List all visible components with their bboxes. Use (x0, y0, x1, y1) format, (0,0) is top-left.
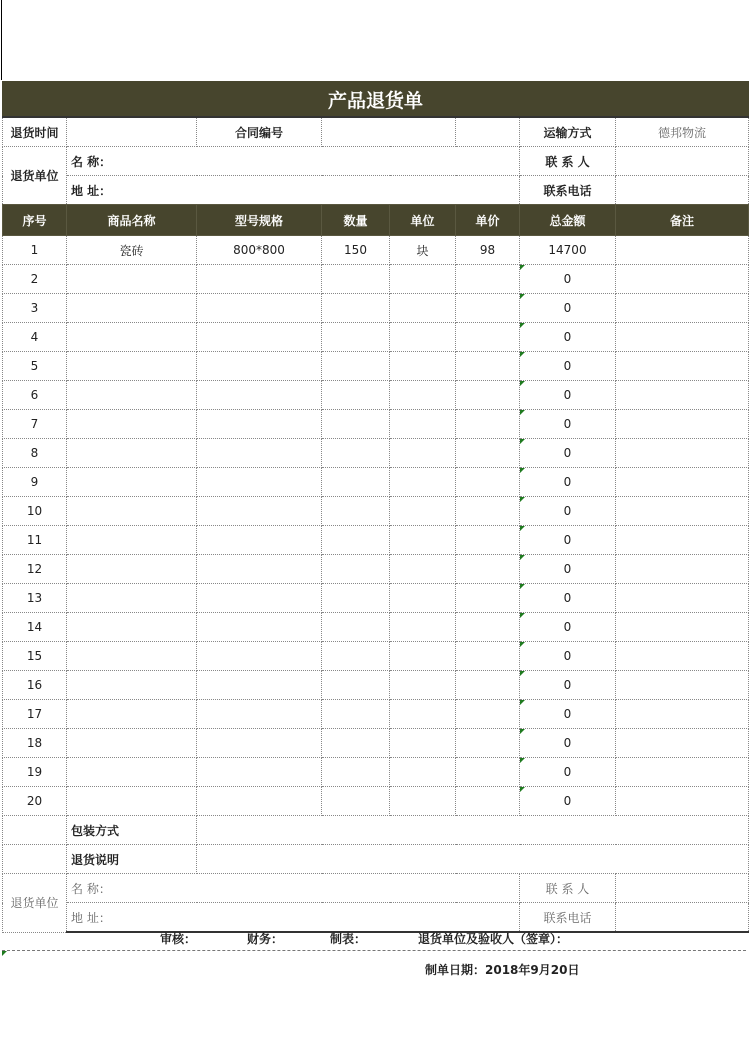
unit-cell[interactable] (390, 497, 456, 526)
unit-cell[interactable] (390, 555, 456, 584)
col-header-spec: 型号规格 (197, 205, 322, 236)
model-spec-cell[interactable] (197, 294, 322, 323)
quantity-cell[interactable] (322, 323, 390, 352)
model-spec-cell[interactable] (197, 787, 322, 816)
col-header-note: 备注 (616, 205, 749, 236)
return-time-label: 退货时间 (3, 117, 67, 147)
total-amount-cell[interactable]: 0 (520, 381, 616, 410)
model-spec-cell[interactable] (197, 642, 322, 671)
unit-cell[interactable] (390, 294, 456, 323)
remark-cell[interactable] (616, 613, 749, 642)
row-number-cell: 11 (3, 526, 67, 555)
quantity-cell[interactable] (322, 700, 390, 729)
model-spec-cell[interactable] (197, 323, 322, 352)
unit-cell[interactable] (390, 613, 456, 642)
model-spec-cell[interactable] (197, 352, 322, 381)
product-name-cell[interactable] (67, 584, 197, 613)
total-amount-cell[interactable]: 0 (520, 729, 616, 758)
product-name-cell[interactable] (67, 294, 197, 323)
table-row (3, 613, 749, 642)
return-form-table (2, 81, 749, 933)
bottom-contact-label: 联 系 人 (520, 874, 616, 903)
transport-label: 运输方式 (520, 117, 616, 147)
unit-price-cell[interactable] (456, 323, 520, 352)
product-name-cell[interactable] (67, 671, 197, 700)
total-amount-cell[interactable]: 0 (520, 265, 616, 294)
bottom-name-label[interactable]: 名 称： (67, 874, 520, 903)
prepared-by-label: 制表： (330, 932, 367, 946)
product-name-cell[interactable] (67, 613, 197, 642)
total-amount-cell[interactable]: 0 (520, 642, 616, 671)
remark-cell[interactable] (616, 352, 749, 381)
unit-cell[interactable] (390, 729, 456, 758)
row-number-cell: 16 (3, 671, 67, 700)
table-row (3, 526, 749, 555)
total-amount-cell[interactable]: 0 (520, 555, 616, 584)
row-number-cell: 12 (3, 555, 67, 584)
table-row (3, 439, 749, 468)
remark-cell[interactable] (616, 265, 749, 294)
unit-cell[interactable] (390, 410, 456, 439)
remark-cell[interactable] (616, 468, 749, 497)
product-name-cell[interactable] (67, 323, 197, 352)
return-note-field[interactable] (197, 845, 749, 874)
table-row (3, 584, 749, 613)
table-row (3, 758, 749, 787)
total-amount-cell[interactable]: 0 (520, 323, 616, 352)
unit-price-cell[interactable] (456, 526, 520, 555)
total-amount-cell[interactable]: 0 (520, 352, 616, 381)
total-amount-cell[interactable]: 14700 (520, 236, 616, 265)
unit-price-cell[interactable] (456, 381, 520, 410)
total-amount-cell[interactable]: 0 (520, 584, 616, 613)
table-row (3, 410, 749, 439)
product-name-cell[interactable] (67, 787, 197, 816)
total-amount-cell[interactable]: 0 (520, 439, 616, 468)
remark-cell[interactable] (616, 497, 749, 526)
table-row (3, 352, 749, 381)
quantity-cell[interactable]: 150 (322, 236, 390, 265)
unit-cell[interactable] (390, 468, 456, 497)
total-amount-cell[interactable]: 0 (520, 468, 616, 497)
blank-cell[interactable] (3, 816, 67, 845)
total-amount-cell[interactable]: 0 (520, 613, 616, 642)
row-number-cell: 6 (3, 381, 67, 410)
row-number-cell: 14 (3, 613, 67, 642)
unit-cell[interactable] (390, 265, 456, 294)
return-unit-label: 退货单位 (3, 147, 67, 205)
table-row (3, 729, 749, 758)
table-row (3, 381, 749, 410)
blank-cell[interactable] (3, 845, 67, 874)
quantity-cell[interactable] (322, 758, 390, 787)
row-number-cell: 20 (3, 787, 67, 816)
product-name-cell[interactable] (67, 729, 197, 758)
col-header-price: 单价 (456, 205, 520, 236)
unit-price-cell[interactable] (456, 671, 520, 700)
phone-label: 联系电话 (520, 176, 616, 205)
unit-cell[interactable] (390, 758, 456, 787)
row-number-cell: 10 (3, 497, 67, 526)
packaging-field[interactable] (197, 816, 749, 845)
product-name-cell[interactable] (67, 265, 197, 294)
model-spec-cell[interactable] (197, 439, 322, 468)
unit-price-cell[interactable] (456, 758, 520, 787)
product-name-cell[interactable]: 瓷砖 (67, 236, 197, 265)
unit-cell[interactable] (390, 642, 456, 671)
row-number-cell: 13 (3, 584, 67, 613)
row-number-cell: 19 (3, 758, 67, 787)
remark-cell[interactable] (616, 526, 749, 555)
table-row (3, 265, 749, 294)
table-row (3, 294, 749, 323)
unit-cell[interactable] (390, 323, 456, 352)
model-spec-cell[interactable] (197, 671, 322, 700)
quantity-cell[interactable] (322, 526, 390, 555)
bottom-contact-field[interactable] (616, 874, 749, 903)
signature-label: 退货单位及验收人（签章）： (418, 932, 569, 946)
return-note-label: 退货说明 (67, 845, 197, 874)
table-row (3, 787, 749, 816)
column-header-row (3, 205, 749, 236)
model-spec-cell[interactable] (197, 700, 322, 729)
row-number-cell: 7 (3, 410, 67, 439)
unit-price-cell[interactable] (456, 410, 520, 439)
contract-no-field[interactable] (322, 117, 456, 147)
col-header-no: 序号 (3, 205, 67, 236)
remark-cell[interactable] (616, 729, 749, 758)
product-name-cell[interactable] (67, 526, 197, 555)
quantity-cell[interactable] (322, 294, 390, 323)
sheet-left-edge (1, 0, 2, 80)
remark-cell[interactable] (616, 236, 749, 265)
total-amount-cell[interactable]: 0 (520, 671, 616, 700)
quantity-cell[interactable] (322, 671, 390, 700)
table-row (3, 555, 749, 584)
total-amount-cell[interactable]: 0 (520, 787, 616, 816)
table-row (3, 671, 749, 700)
bottom-phone-field[interactable] (616, 903, 749, 933)
table-row (3, 642, 749, 671)
quantity-cell[interactable] (322, 381, 390, 410)
total-amount-cell[interactable]: 0 (520, 700, 616, 729)
total-amount-cell[interactable]: 0 (520, 294, 616, 323)
unit-price-cell[interactable] (456, 468, 520, 497)
row-number-cell: 18 (3, 729, 67, 758)
contact-field[interactable] (616, 147, 749, 176)
total-amount-cell[interactable]: 0 (520, 758, 616, 787)
col-header-total: 总金额 (520, 205, 616, 236)
remark-cell[interactable] (616, 584, 749, 613)
row-number-cell: 9 (3, 468, 67, 497)
product-name-cell[interactable] (67, 352, 197, 381)
remark-cell[interactable] (616, 642, 749, 671)
bottom-phone-label: 联系电话 (520, 903, 616, 933)
model-spec-cell[interactable] (197, 729, 322, 758)
quantity-cell[interactable] (322, 613, 390, 642)
total-amount-cell[interactable]: 0 (520, 526, 616, 555)
unit-price-cell[interactable] (456, 642, 520, 671)
table-row (3, 497, 749, 526)
remark-cell[interactable] (616, 410, 749, 439)
quantity-cell[interactable] (322, 642, 390, 671)
model-spec-cell[interactable] (197, 265, 322, 294)
product-name-cell[interactable] (67, 758, 197, 787)
contract-no-label: 合同编号 (197, 117, 322, 147)
row-number-cell: 3 (3, 294, 67, 323)
table-row (3, 468, 749, 497)
unit-cell[interactable] (390, 584, 456, 613)
remark-cell[interactable] (616, 555, 749, 584)
review-label: 审核： (160, 932, 197, 946)
unit-price-cell[interactable]: 98 (456, 236, 520, 265)
remark-cell[interactable] (616, 700, 749, 729)
cell-marker (2, 951, 7, 956)
contact-label: 联 系 人 (520, 147, 616, 176)
blank-cell[interactable] (456, 117, 520, 147)
remark-cell[interactable] (616, 323, 749, 352)
quantity-cell[interactable] (322, 410, 390, 439)
col-header-unit: 单位 (390, 205, 456, 236)
unit-price-cell[interactable] (456, 265, 520, 294)
model-spec-cell[interactable] (197, 613, 322, 642)
product-name-cell[interactable] (67, 381, 197, 410)
bottom-return-unit-label: 退货单位 (3, 874, 67, 933)
unit-price-cell[interactable] (456, 497, 520, 526)
unit-cell[interactable] (390, 671, 456, 700)
row-number-cell: 4 (3, 323, 67, 352)
row-number-cell: 15 (3, 642, 67, 671)
unit-address-label[interactable]: 地 址： (67, 176, 520, 205)
model-spec-cell[interactable] (197, 526, 322, 555)
quantity-cell[interactable] (322, 497, 390, 526)
model-spec-cell[interactable] (197, 584, 322, 613)
unit-price-cell[interactable] (456, 439, 520, 468)
total-amount-cell[interactable]: 0 (520, 410, 616, 439)
product-name-cell[interactable] (67, 700, 197, 729)
row-number-cell: 1 (3, 236, 67, 265)
remark-cell[interactable] (616, 787, 749, 816)
phone-field[interactable] (616, 176, 749, 205)
unit-price-cell[interactable] (456, 352, 520, 381)
row-number-cell: 8 (3, 439, 67, 468)
product-name-cell[interactable] (67, 555, 197, 584)
footer-divider (2, 950, 746, 951)
remark-cell[interactable] (616, 294, 749, 323)
model-spec-cell[interactable] (197, 468, 322, 497)
unit-cell[interactable] (390, 787, 456, 816)
table-row (3, 236, 749, 265)
form-date: 制单日期：2018年9月20日 (425, 963, 580, 977)
unit-cell[interactable] (390, 526, 456, 555)
unit-cell[interactable] (390, 439, 456, 468)
model-spec-cell[interactable] (197, 410, 322, 439)
return-form (2, 81, 748, 933)
bottom-address-label[interactable]: 地 址： (67, 903, 520, 933)
unit-price-cell[interactable] (456, 700, 520, 729)
unit-price-cell[interactable] (456, 729, 520, 758)
quantity-cell[interactable] (322, 439, 390, 468)
quantity-cell[interactable] (322, 729, 390, 758)
unit-price-cell[interactable] (456, 555, 520, 584)
row-number-cell: 2 (3, 265, 67, 294)
remark-cell[interactable] (616, 758, 749, 787)
model-spec-cell[interactable]: 800*800 (197, 236, 322, 265)
quantity-cell[interactable] (322, 555, 390, 584)
transport-field[interactable]: 德邦物流 (616, 117, 749, 147)
model-spec-cell[interactable] (197, 381, 322, 410)
remark-cell[interactable] (616, 381, 749, 410)
product-name-cell[interactable] (67, 439, 197, 468)
unit-name-label[interactable]: 名 称： (67, 147, 520, 176)
quantity-cell[interactable] (322, 265, 390, 294)
quantity-cell[interactable] (322, 787, 390, 816)
quantity-cell[interactable] (322, 468, 390, 497)
unit-price-cell[interactable] (456, 294, 520, 323)
product-name-cell[interactable] (67, 497, 197, 526)
unit-cell[interactable]: 块 (390, 236, 456, 265)
unit-cell[interactable] (390, 381, 456, 410)
unit-price-cell[interactable] (456, 787, 520, 816)
row-number-cell: 5 (3, 352, 67, 381)
unit-cell[interactable] (390, 352, 456, 381)
col-header-name: 商品名称 (67, 205, 197, 236)
model-spec-cell[interactable] (197, 758, 322, 787)
return-time-field[interactable] (67, 117, 197, 147)
remark-cell[interactable] (616, 439, 749, 468)
total-amount-cell[interactable]: 0 (520, 497, 616, 526)
finance-label: 财务： (247, 932, 284, 946)
quantity-cell[interactable] (322, 584, 390, 613)
model-spec-cell[interactable] (197, 555, 322, 584)
col-header-qty: 数量 (322, 205, 390, 236)
packaging-label: 包装方式 (67, 816, 197, 845)
model-spec-cell[interactable] (197, 497, 322, 526)
product-name-cell[interactable] (67, 410, 197, 439)
form-title: 产品退货单 (3, 82, 749, 118)
unit-price-cell[interactable] (456, 613, 520, 642)
product-name-cell[interactable] (67, 642, 197, 671)
remark-cell[interactable] (616, 671, 749, 700)
product-name-cell[interactable] (67, 468, 197, 497)
table-row (3, 700, 749, 729)
quantity-cell[interactable] (322, 352, 390, 381)
row-number-cell: 17 (3, 700, 67, 729)
unit-cell[interactable] (390, 700, 456, 729)
unit-price-cell[interactable] (456, 584, 520, 613)
table-row (3, 323, 749, 352)
